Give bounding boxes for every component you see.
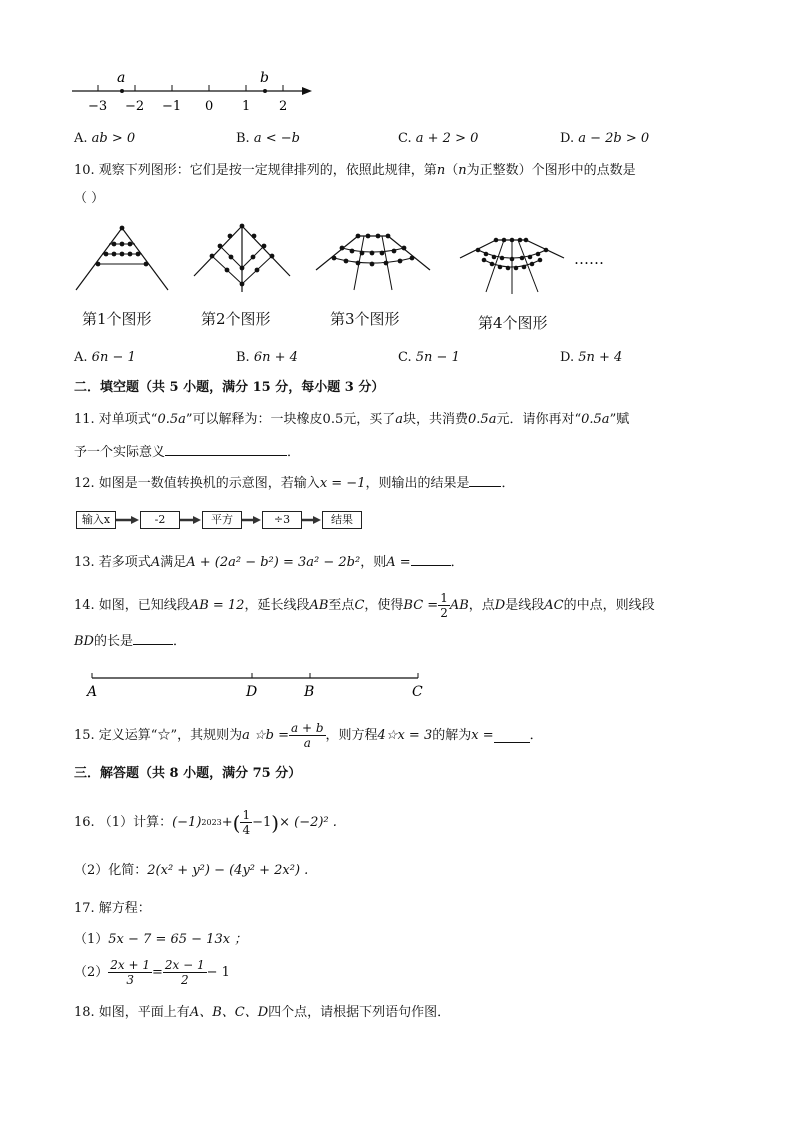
q15-text: 15. 定义运算“☆”，其规则为 a ☆b = $\frac{a + b}{a}$ ，则方程 4☆x = 3 的解为 x = ． — [74, 721, 543, 750]
tick-label: 1 — [242, 99, 251, 114]
tick-label: −1 — [162, 99, 182, 114]
point-a-label: a — [117, 70, 126, 86]
q16-part2: （2）化简：2(x² + y²) − (4y² + 2x²) . — [74, 863, 309, 878]
q10-figure-4 — [456, 226, 568, 298]
figure-label: 第3个图形 — [330, 310, 400, 328]
figure-label: 第2个图形 — [201, 310, 271, 328]
fraction-2x-minus-1-over-2: $\frac{2x - 1}{2}$ — [164, 958, 205, 987]
q13-text: 13. 若多项式A满足A + (2a² − b²) = 3a² − 2b²，则A = ． — [74, 551, 464, 572]
q12-text: 12. 如图是一数值转换机的示意图，若输入x = −1，则输出的结果是 ． — [74, 472, 515, 493]
flow-square-box: 平方 — [202, 511, 242, 529]
tick-label: −2 — [125, 99, 145, 114]
point-label: B — [304, 684, 315, 700]
q9-option-b[interactable]: B. a < −b — [236, 131, 300, 146]
q17-part1: （1）5x − 7 = 65 − 13x ； — [74, 932, 248, 947]
point-label: C — [412, 684, 423, 700]
q10-option-d[interactable]: D. 5n + 4 — [560, 350, 623, 365]
segment-figure — [84, 670, 434, 702]
tick-label: 0 — [205, 99, 214, 114]
q16-part1: 16. （1）计算： (−1) 2023 + ( $\frac{1}{4}$ −1 ) × (−2)² . — [74, 808, 337, 837]
q11-answer-blank[interactable] — [165, 441, 287, 456]
q10-answer-blank: （ ） — [74, 191, 105, 206]
flow-input-box: 输入x — [76, 511, 116, 529]
q11-line1: 11. 对单项式“0.5a”可以解释为：一块橡皮0.5元，买了a块，共消费0.5a元．请你再对“0.5a”赋 — [74, 412, 630, 427]
q10-figure-1 — [72, 222, 172, 294]
q10-figure-3 — [312, 226, 434, 294]
q12-answer-blank[interactable] — [469, 472, 501, 487]
figure-label: 第1个图形 — [82, 310, 152, 328]
q13-answer-blank[interactable] — [411, 551, 451, 566]
figure-ellipsis: …… — [574, 250, 604, 268]
fraction-a-plus-b-over-a: $\frac{a + b}{a}$ — [291, 721, 324, 750]
fraction-2x-plus-1-over-3: $\frac{2x + 1}{3}$ — [110, 958, 151, 987]
flow-result-box: 结果 — [322, 511, 362, 529]
fraction-one-quarter: $\frac{1}{4}$ — [242, 808, 251, 837]
figure-label: 第4个图形 — [478, 314, 548, 332]
point-label: A — [87, 684, 98, 700]
section-3-title: 三．解答题（共 8 小题，满分 75 分） — [74, 766, 302, 781]
point-b-label: b — [260, 70, 269, 86]
section-2-title: 二．填空题（共 5 小题，满分 15 分，每小题 3 分） — [74, 380, 385, 395]
q9-option-a[interactable]: A. ab > 0 — [74, 131, 136, 146]
q14-line1: 14. 如图，已知线段 AB = 12 ，延长线段 AB 至点 C ，使得 BC = $\frac{1}{2}$ AB ，点 D 是线段 AC 的中点，则线段 — [74, 591, 655, 620]
point-label: D — [246, 684, 258, 700]
q10-option-c[interactable]: C. 5n − 1 — [398, 350, 460, 365]
tick-label: 2 — [279, 99, 288, 114]
q9-option-d[interactable]: D. a − 2b > 0 — [560, 131, 650, 146]
flow-minus2-box: -2 — [140, 511, 180, 529]
q10-option-b[interactable]: B. 6n + 4 — [236, 350, 298, 365]
flow-divide3-box: ÷3 — [262, 511, 302, 529]
q15-answer-blank[interactable] — [494, 728, 530, 743]
fraction-one-half: $\frac{1}{2}$ — [440, 591, 448, 620]
q18-text: 18. 如图，平面上有A、B、C、D四个点，请根据下列语句作图． — [74, 1005, 451, 1020]
q17-part2: （2） $\frac{2x + 1}{3}$ = $\frac{2x - 1}{2}$ − 1 — [74, 958, 230, 987]
q10-stem: 10. 观察下列图形：它们是按一定规律排列的，依照此规律，第n（n为正整数）个图形中的点数是 — [74, 163, 636, 178]
number-line — [68, 66, 318, 118]
q9-option-c[interactable]: C. a + 2 > 0 — [398, 131, 479, 146]
flow-arrows — [116, 512, 326, 528]
q10-option-a[interactable]: A. 6n − 1 — [74, 350, 136, 365]
q14-line2: BD的长是 ． — [74, 630, 186, 651]
tick-label: −3 — [88, 99, 108, 114]
q14-answer-blank[interactable] — [133, 630, 173, 645]
q10-figure-2 — [190, 222, 294, 294]
q17-title: 17. 解方程： — [74, 901, 151, 916]
q11-line2: 予一个实际意义 ． — [74, 441, 300, 462]
